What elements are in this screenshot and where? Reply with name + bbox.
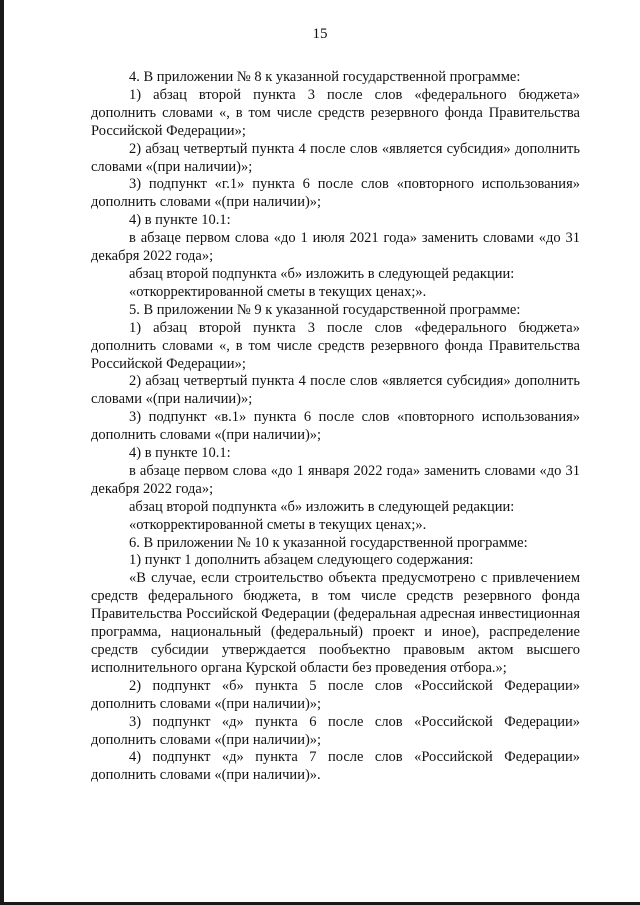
paragraph: абзац второй подпункта «б» изложить в следующей редакции: (129, 265, 515, 282)
paragraph: 4) в пункте 10.1: (129, 445, 231, 462)
paragraph: «В случае, если строительство объекта предусмотрено с привлечением средств федерального бюджета, в том числе средств резервного фонда Правительства Российской Федерации (федеральная адресная инвестиционная программа, национальный (федеральный) проект и иное), распределение средств субсидии утверждается пообъектно правовым актом высшего исполнительного органа Курской области без проведения отбора.»; (91, 570, 580, 676)
paragraph: 4. В приложении № 8 к указанной государственной программе: (129, 69, 521, 85)
scan-border-left (0, 0, 4, 905)
paragraph: в абзаце первом слова «до 1 января 2022 года» заменить словами «до 31 декабря 2022 года»; (91, 462, 580, 497)
paragraph: 1) абзац второй пункта 3 после слов «федерального бюджета» дополнить словами «, в том числе средств резервного фонда Правительства Российской Федерации»; (91, 319, 580, 372)
paragraph: абзац второй подпункта «б» изложить в следующей редакции: (129, 498, 515, 515)
paragraph: 1) пункт 1 дополнить абзацем следующего содержания: (129, 552, 474, 569)
paragraph: 2) абзац четвертый пункта 4 после слов «является субсидия» дополнить словами «(при наличии)»; (91, 140, 580, 175)
paragraph: 2) подпункт «б» пункта 5 после слов «Российской Федерации» дополнить словами «(при наличии)»; (91, 677, 580, 712)
paragraph: 1) абзац второй пункта 3 после слов «федерального бюджета» дополнить словами «, в том числе средств резервного фонда Правительства Российской Федерации»; (91, 86, 580, 139)
paragraph: 6. В приложении № 10 к указанной государственной программе: (129, 534, 528, 551)
paragraph: 2) абзац четвертый пункта 4 после слов «является субсидия» дополнить словами «(при наличии)»; (91, 373, 580, 408)
paragraph: в абзаце первом слова «до 1 июля 2021 года» заменить словами «до 31 декабря 2022 года»; (91, 230, 580, 265)
paragraph: 4) подпункт «д» пункта 7 после слов «Российской Федерации» дополнить словами «(при наличии)». (91, 749, 580, 784)
paragraph: 3) подпункт «д» пункта 6 после слов «Российской Федерации» дополнить словами «(при наличии)»; (91, 713, 580, 748)
paragraph: 4) в пункте 10.1: (129, 212, 231, 229)
paragraph: 5. В приложении № 9 к указанной государственной программе: (129, 301, 521, 318)
paragraph: 3) подпункт «г.1» пункта 6 после слов «повторного использования» дополнить словами «(при наличии)»; (91, 176, 580, 211)
page-number: 15 (312, 26, 328, 42)
paragraph: «откорректированной сметы в текущих ценах;». (129, 283, 427, 300)
paragraph: «откорректированной сметы в текущих ценах;». (129, 516, 427, 533)
document-body (91, 69, 580, 785)
paragraph: 3) подпункт «в.1» пункта 6 после слов «повторного использования» дополнить словами «(при наличии)»; (91, 409, 580, 444)
